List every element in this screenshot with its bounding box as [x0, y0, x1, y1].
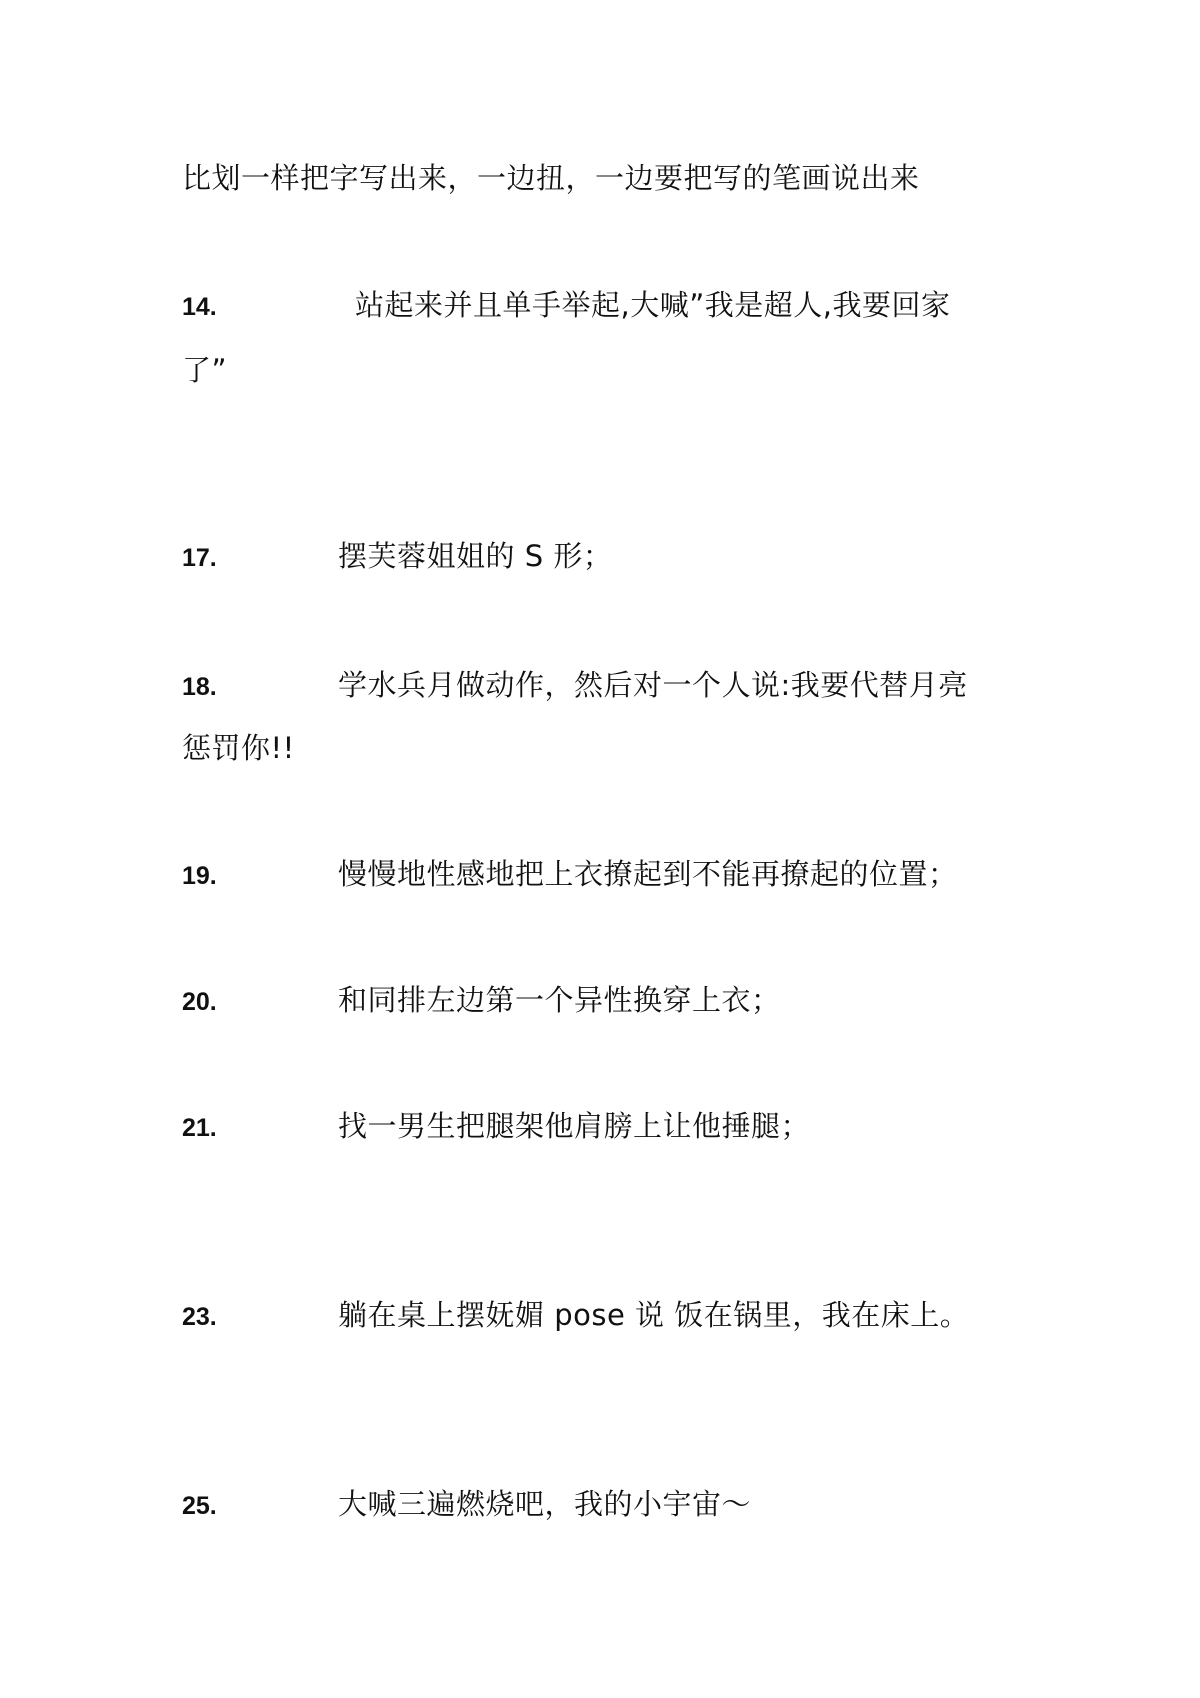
item-number-25: 25.	[182, 1492, 217, 1520]
item-number-23: 23.	[182, 1303, 217, 1331]
item-number-20: 20.	[182, 988, 217, 1016]
item-text-23: 躺在桌上摆妩媚 pose 说 饭在锅里，我在床上。	[338, 1298, 970, 1332]
intro-line: 比划一样把字写出来，一边扭，一边要把写的笔画说出来	[182, 161, 920, 195]
item-number-18: 18.	[182, 673, 217, 701]
item-text-19: 慢慢地性感地把上衣撩起到不能再撩起的位置；	[338, 857, 958, 891]
item-number-17: 17.	[182, 544, 217, 572]
item-continuation-14: 了”	[182, 353, 228, 387]
item-text-18: 学水兵月做动作，然后对一个人说:我要代替月亮	[338, 668, 968, 702]
item-number-14: 14.	[182, 293, 217, 321]
item-continuation-18: 惩罚你!!	[182, 731, 295, 765]
item-text-20: 和同排左边第一个异性换穿上衣；	[338, 983, 781, 1017]
item-text-25: 大喊三遍燃烧吧，我的小宇宙～	[338, 1487, 752, 1521]
item-number-21: 21.	[182, 1114, 217, 1142]
item-text-14: 站起来并且单手举起,大喊”我是超人,我要回家	[355, 288, 951, 322]
item-text-21: 找一男生把腿架他肩膀上让他捶腿；	[338, 1109, 811, 1143]
item-text-17: 摆芙蓉姐姐的 S 形；	[338, 539, 613, 573]
item-number-19: 19.	[182, 862, 217, 890]
